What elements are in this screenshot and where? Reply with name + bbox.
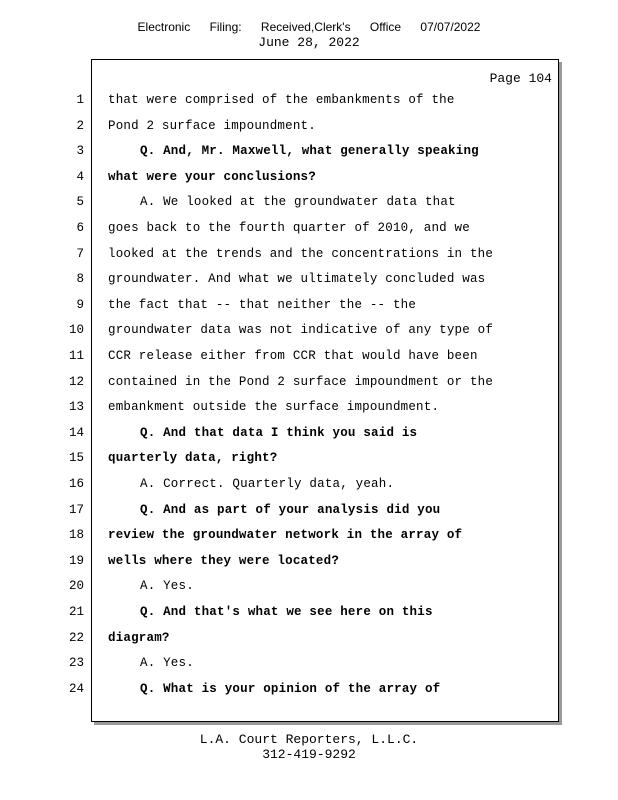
line-number: 3 (76, 144, 84, 159)
line-number: 8 (76, 272, 84, 287)
line-number: 21 (68, 605, 84, 619)
line-number: 18 (68, 528, 84, 543)
line-number: 15 (68, 451, 84, 466)
line-number: 24 (68, 681, 84, 696)
line-number: 19 (68, 553, 84, 568)
line-text: A. Yes. (140, 656, 194, 671)
line-number: 16 (68, 477, 84, 491)
filing-part: 07/07/2022 (420, 20, 481, 34)
filing-part: Electronic (137, 20, 191, 34)
filing-stamp (0, 19, 618, 35)
line-text: A. We looked at the groundwater data that (140, 195, 456, 210)
line-text: A. Correct. Quarterly data, yeah. (140, 477, 395, 491)
line-text: Q. And, Mr. Maxwell, what generally speaking (140, 144, 479, 159)
line-text: Q. And that data I think you said is (140, 425, 418, 440)
line-text: review the groundwater network in the array of (108, 528, 463, 543)
line-text: A. Yes. (140, 579, 194, 594)
line-number: 11 (68, 349, 84, 363)
line-number: 9 (76, 297, 84, 312)
line-text: that were comprised of the embankments of the (108, 93, 455, 107)
line-text: looked at the trends and the concentrations in the (108, 246, 494, 261)
line-text: quarterly data, right? (108, 451, 278, 466)
line-text: goes back to the fourth quarter of 2010, and we (108, 221, 470, 235)
line-text: CCR release either from CCR that would have been (108, 349, 478, 363)
line-text: what were your conclusions? (108, 169, 316, 184)
line-number: 20 (68, 579, 84, 594)
reporter-phone: 312-419-9292 (262, 747, 356, 762)
line-number: 12 (68, 374, 84, 389)
page-number: Page 104 (489, 71, 552, 86)
line-text: Q. And as part of your analysis did you (140, 502, 441, 517)
filing-part: Received,Clerk's (260, 20, 351, 34)
line-number: 6 (76, 221, 84, 235)
transcript-page (91, 59, 559, 722)
line-text: wells where they were located? (108, 553, 340, 568)
line-text: groundwater. And what we ultimately concluded was (108, 272, 486, 287)
line-number: 5 (76, 195, 84, 210)
line-number: 7 (76, 246, 84, 261)
line-text: groundwater data was not indicative of any type of (108, 323, 494, 338)
line-number: 10 (68, 323, 84, 338)
line-text: embankment outside the surface impoundment. (108, 400, 440, 415)
reporter-company: L.A. Court Reporters, L.L.C. (199, 732, 419, 747)
line-text: contained in the Pond 2 surface impoundment or the (108, 374, 494, 389)
line-number: 17 (68, 502, 84, 517)
line-number: 14 (68, 425, 84, 440)
line-number: 2 (76, 118, 84, 133)
line-number: 22 (68, 630, 84, 645)
line-text: Q. What is your opinion of the array of (140, 681, 441, 696)
line-number: 1 (76, 93, 84, 107)
line-number: 4 (76, 169, 84, 184)
line-text: Q. And that's what we see here on this (140, 605, 433, 619)
reporter-footer (0, 732, 618, 762)
line-text: diagram? (108, 630, 170, 645)
transcript-date: June 28, 2022 (258, 35, 360, 50)
filing-part: Office (369, 20, 402, 34)
line-text: Pond 2 surface impoundment. (108, 118, 316, 133)
line-number: 13 (68, 400, 84, 415)
filing-part: Filing: (209, 20, 242, 34)
line-number: 23 (68, 656, 84, 671)
line-text: the fact that -- that neither the -- the (108, 297, 417, 312)
filing-header (0, 19, 618, 51)
